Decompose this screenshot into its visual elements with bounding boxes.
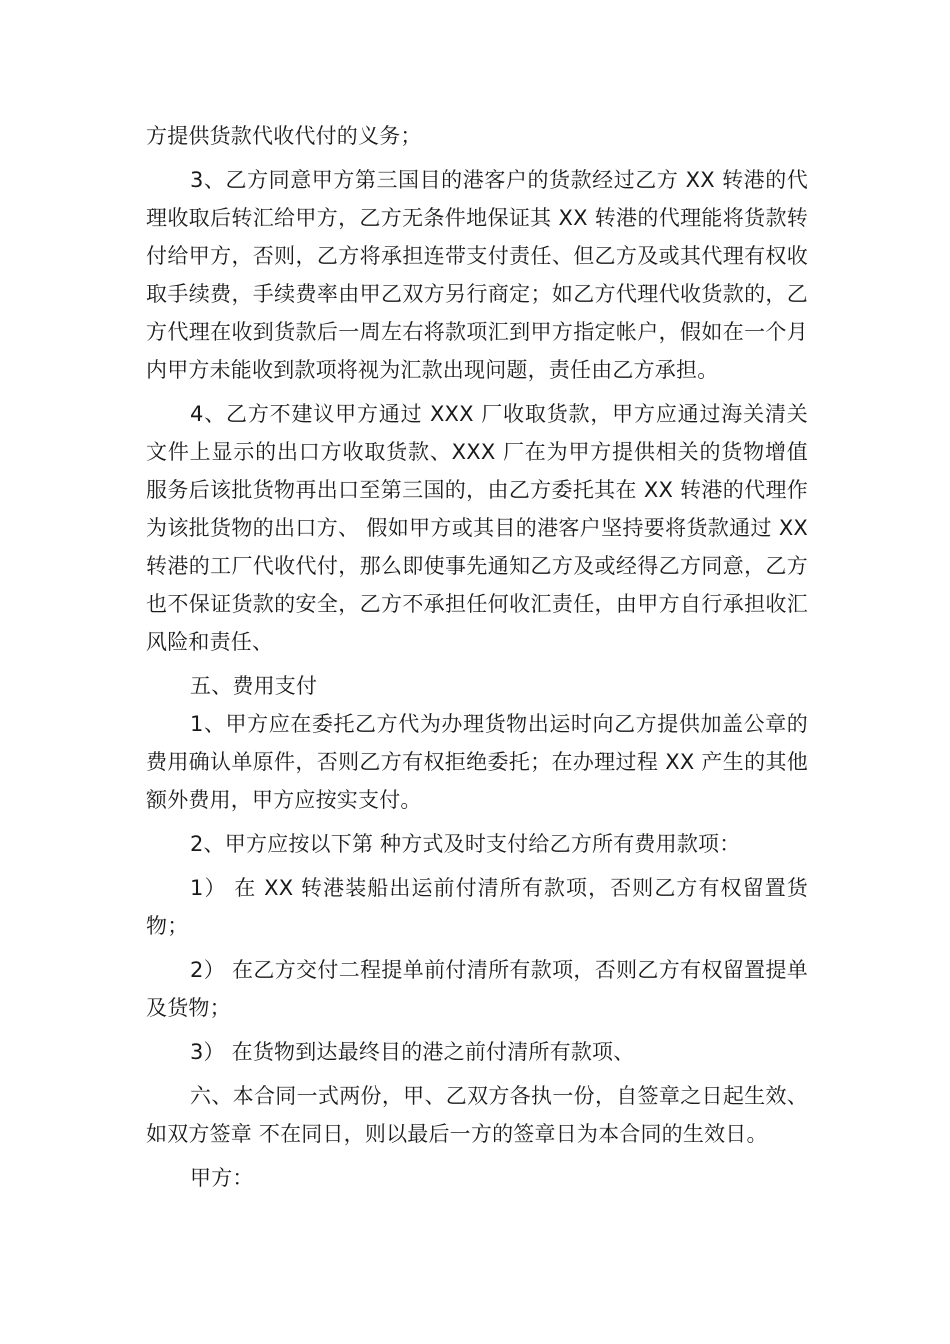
paragraph-clause-4: 4、乙方不建议甲方通过 XXX 厂收取货款，甲方应通过海关清关文件上显示的出口方收取货款、XXX 厂在为甲方提供相关的货物增值服务后该批货物再出口至第三国的，由乙方委托其在 XX 转港的代理作为该批货物的出口方、 假如甲方或其目的港客户坚持要将货款通过 XX 转港的工厂代收代付，那么即使事先通知乙方及或经得乙方同意，乙方也不保证货款的安全，乙方不承担任何收汇责任，由甲方自行承担收汇风险和责任、	[146, 402, 808, 654]
signature-party-a: 甲方：	[190, 1166, 254, 1190]
paragraph-payment-option-2: 2） 在乙方交付二程提单前付清所有款项，否则乙方有权留置提单及货物；	[146, 958, 808, 1020]
document-body	[146, 117, 808, 1203]
paragraph-clause-6: 六、本合同一式两份，甲、乙双方各执一份，自签章之日起生效、如双方签章 不在同日，则以最后一方的签章日为本合同的生效日。	[146, 1084, 808, 1146]
paragraph-fee-2: 2、甲方应按以下第 种方式及时支付给乙方所有费用款项：	[190, 832, 741, 856]
paragraph-fee-1: 1、甲方应在委托乙方代为办理货物出运时向乙方提供加盖公章的费用确认单原件，否则乙方有权拒绝委托；在办理过程 XX 产生的其他额外费用，甲方应按实支付。	[146, 712, 808, 812]
section-heading-fees: 五、费用支付	[190, 674, 318, 698]
paragraph-payment-option-1: 1） 在 XX 转港装船出运前付清所有款项，否则乙方有权留置货物；	[146, 876, 808, 938]
paragraph-continuation: 方提供货款代收代付的义务；	[146, 124, 422, 148]
paragraph-payment-option-3: 3） 在货物到达最终目的港之前付清所有款项、	[190, 1040, 635, 1064]
paragraph-clause-3: 3、乙方同意甲方第三国目的港客户的货款经过乙方 XX 转港的代理收取后转汇给甲方，乙方无条件地保证其 XX 转港的代理能将货款转付给甲方，否则，乙方将承担连带支付责任、但乙方及或其代理有权收取手续费，手续费率由甲乙双方另行商定；如乙方代理代收货款的，乙方代理在收到货款后一周左右将款项汇到甲方指定帐户，假如在一个月内甲方未能收到款项将视为汇款出现问题，责任由乙方承担。	[146, 168, 808, 382]
